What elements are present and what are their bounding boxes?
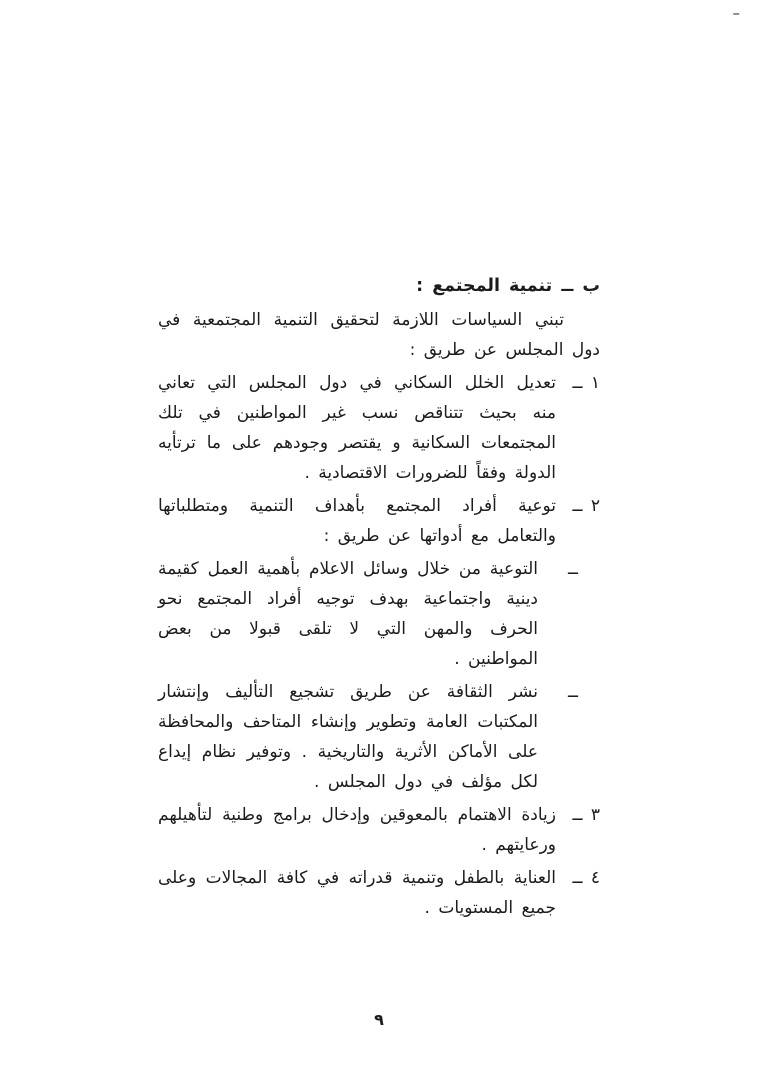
- sub-bullet-2-text: نشر الثقافة عن طريق تشجيع التأليف وإنتشار المكتبات العامة وتطوير وإنشاء المتاحف والمحافظة على الأماكن الأثرية والتاريخية . وتوفير نظام إيداع لكل مؤلف في دول المجلس .: [158, 682, 538, 792]
- sub-bullet-1-dash: ــ: [568, 559, 578, 579]
- sub-bullet-2-dash: ــ: [568, 682, 578, 702]
- item-2-number: ٢ ــ: [572, 496, 600, 516]
- corner-dash-mark: –: [732, 4, 740, 22]
- sub-bullet-1: [158, 554, 600, 674]
- item-3-text: زيادة الاهتمام بالمعوقين وإدخال برامج وطنية لتأهيلهم ورعايتهم .: [158, 805, 556, 855]
- sub-bullet-2: [158, 677, 600, 797]
- item-4-text: العناية بالطفل وتنمية قدراته في كافة المجالات وعلى جميع المستويات .: [158, 868, 556, 918]
- item-3-number: ٣ ــ: [572, 805, 600, 825]
- item-4-number: ٤ ــ: [572, 868, 600, 888]
- section-heading: ب ــ تنمية المجتمع :: [416, 276, 600, 296]
- item-2-text: توعية أفراد المجتمع بأهداف التنمية ومتطلباتها والتعامل مع أدواتها عن طريق :: [158, 496, 556, 546]
- item-1-number: ١ ــ: [572, 373, 600, 393]
- item-1-text: تعديل الخلل السكاني في دول المجلس التي تعاني منه بحيث تتناقص نسب غير المواطنين في تلك المجتمعات السكانية و يقتصر وجودهم على ما ترتأيه الدولة وفقاً للضرورات الاقتصادية .: [158, 373, 556, 483]
- numbered-item-2: [158, 491, 600, 551]
- intro-paragraph: تبني السياسات اللازمة لتحقيق التنمية المجتمعية في دول المجلس عن طريق :: [158, 310, 600, 360]
- numbered-item-3: [158, 800, 600, 860]
- sub-bullet-1-text: التوعية من خلال وسائل الاعلام بأهمية العمل كقيمة دينية واجتماعية بهدف توجيه أفراد المجتمع نحو الحرف والمهن التي لا تلقى قبولا من بعض المواطنين .: [158, 559, 538, 669]
- page-number: ٩: [374, 1010, 384, 1029]
- numbered-item-4: [158, 863, 600, 923]
- content-column: [158, 271, 600, 926]
- numbered-item-1: [158, 368, 600, 488]
